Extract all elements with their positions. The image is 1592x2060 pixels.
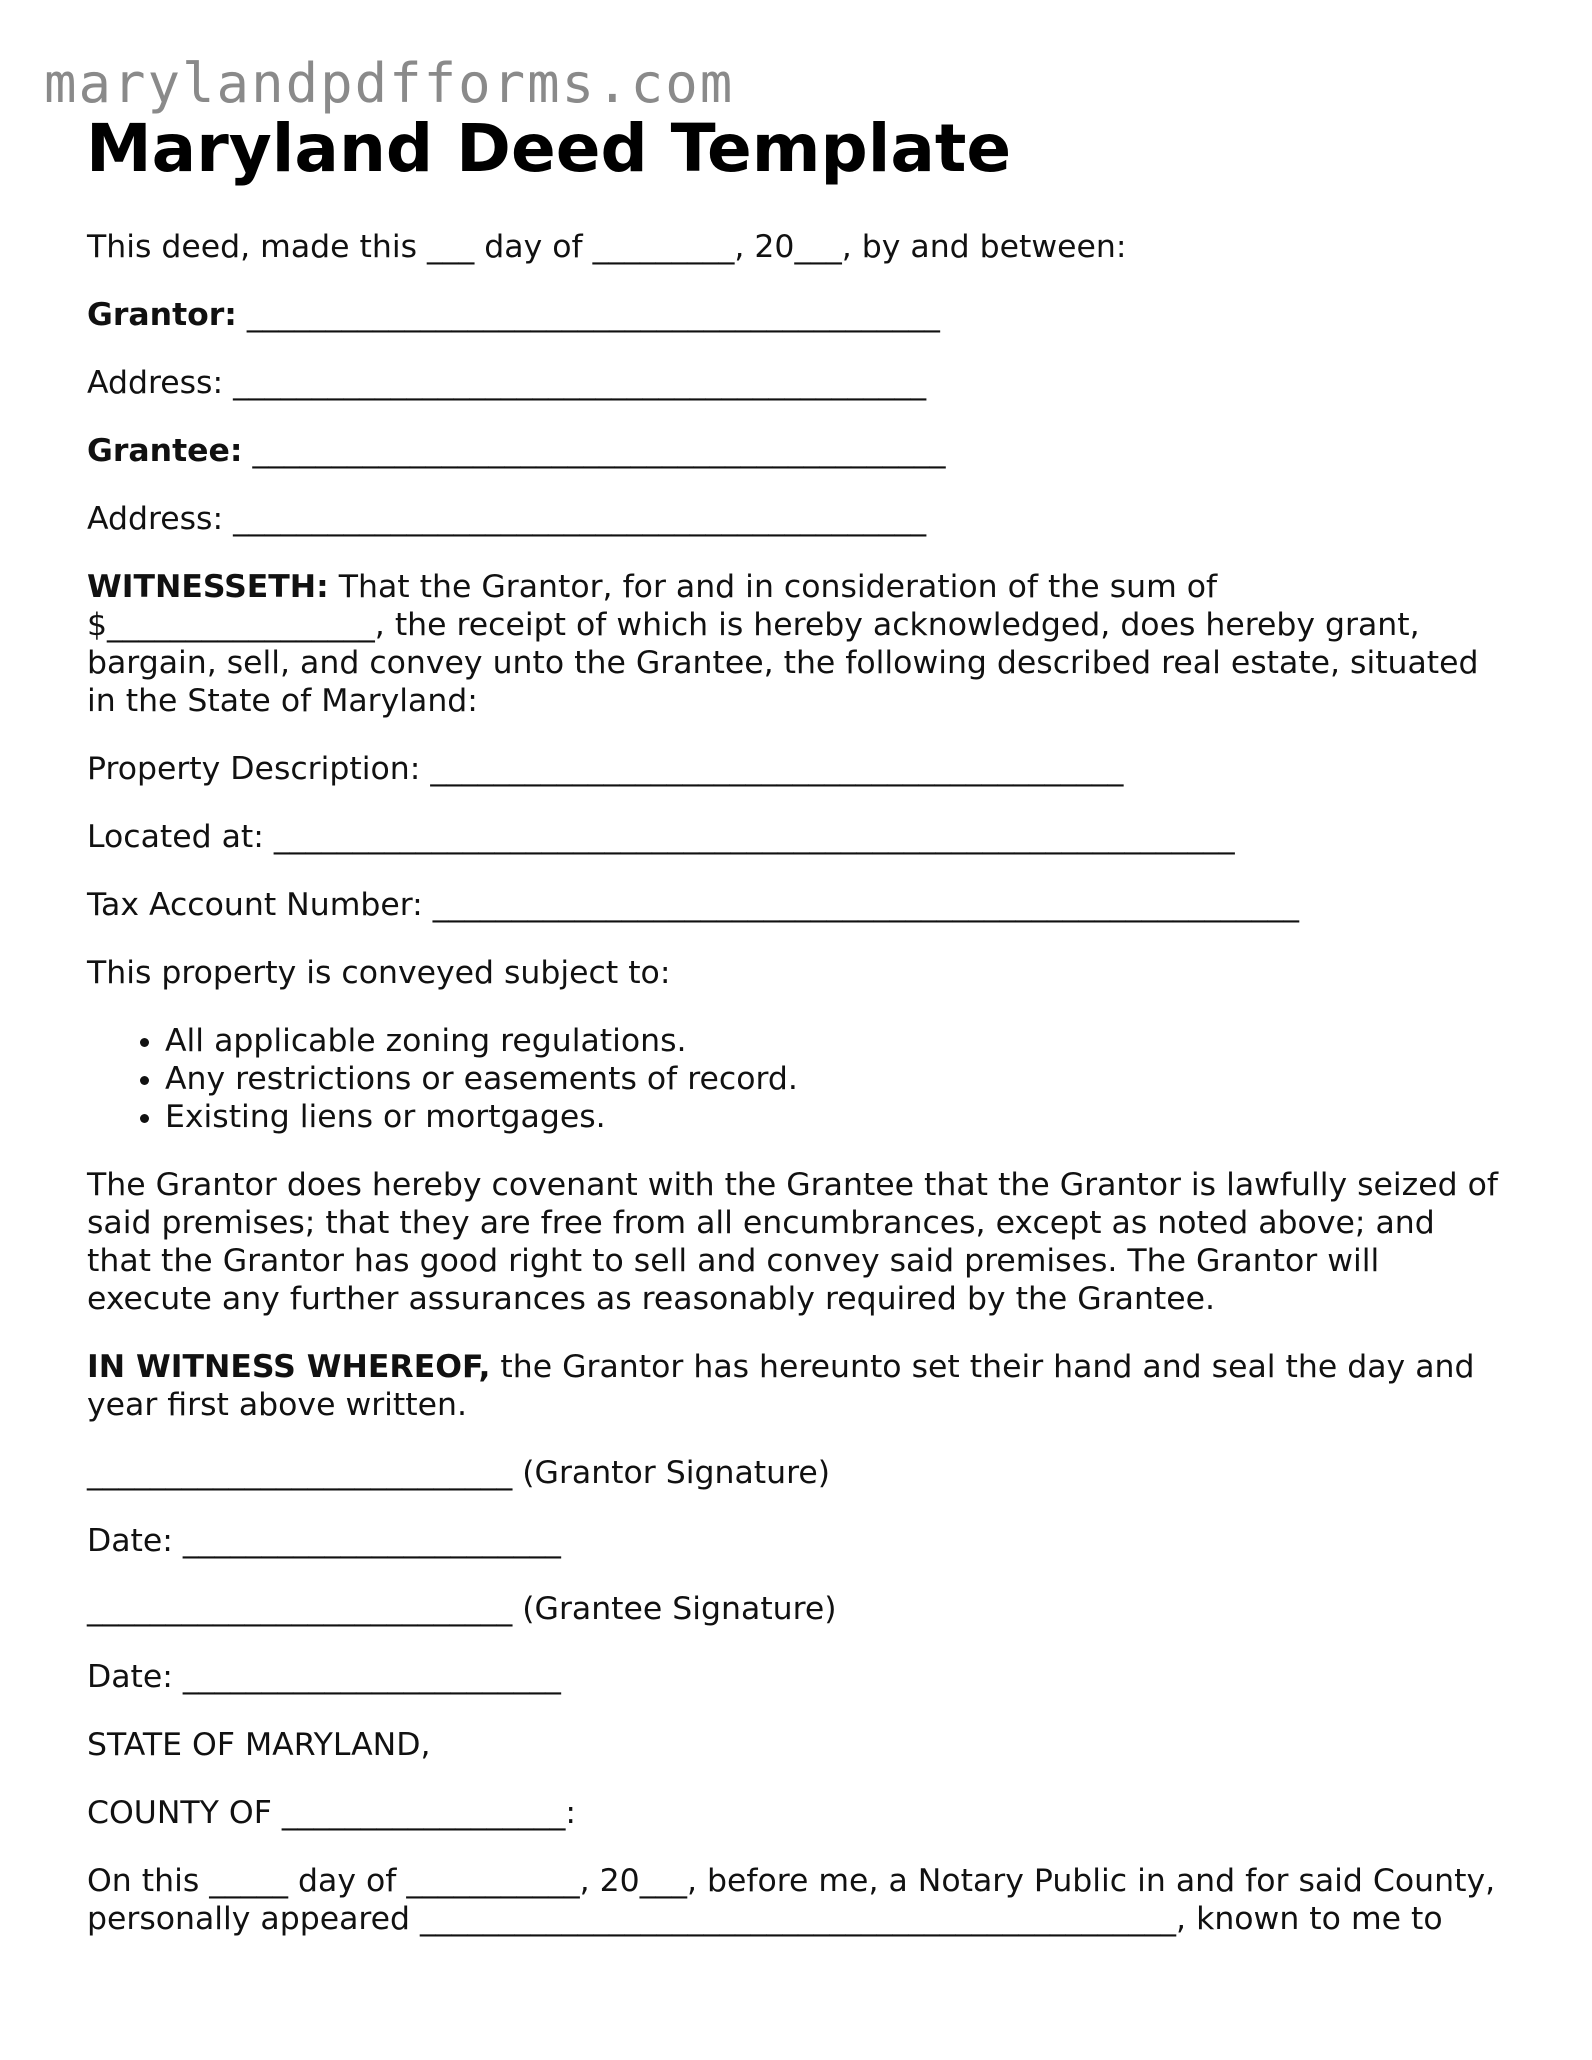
grantor-signature-line: ___________________________ (Grantor Signature) (87, 1455, 831, 1491)
grantor-blank: ____________________________________________ (236, 297, 940, 333)
grantor-label: Grantor: (87, 297, 237, 333)
in-witness-label: IN WITNESS WHEREOF, (87, 1349, 491, 1385)
property-description-field: Property Description: ____________________________________________ (87, 751, 1124, 787)
state-line: STATE OF MARYLAND, (87, 1727, 431, 1763)
grantor-address-field: Address: ____________________________________________ (87, 365, 927, 401)
page-title: Maryland Deed Template (86, 110, 1012, 187)
grantee-date-line: Date: ________________________ (87, 1659, 561, 1695)
grantee-signature-line: ___________________________ (Grantee Signature) (87, 1591, 837, 1627)
intro-line: This deed, made this ___ day of _________, 20___, by and between: (87, 229, 1127, 265)
grantee-label: Grantee: (87, 433, 243, 469)
notary-paragraph: On this _____ day of ___________, 20___, before me, a Notary Public in and for said County, personally appeared ________________________________________________, known to me to (87, 1863, 1496, 1937)
tax-account-field: Tax Account Number: _______________________________________________________ (87, 887, 1300, 923)
in-witness-text: the Grantor has hereunto set their hand and seal the day and year first above written. (87, 1349, 1475, 1423)
list-item: • Existing liens or mortgages. (165, 1098, 1507, 1136)
witnesseth-text: That the Grantor, for and in consideration of the sum of $_________________, the receipt of which is hereby acknowledged, does hereby grant, bargain, sell, and convey unto the Grantee, the following described real estate, situated in the State of Maryland: (87, 569, 1479, 719)
grantor-date-line: Date: ________________________ (87, 1523, 561, 1559)
subject-list (87, 1022, 1507, 1136)
watermark: marylandpdfforms.com (44, 52, 735, 115)
county-line: COUNTY OF __________________: (87, 1795, 576, 1831)
list-item: • All applicable zoning regulations. (165, 1022, 1507, 1060)
grantee-address-field: Address: ____________________________________________ (87, 501, 927, 537)
grantee-blank: ____________________________________________ (242, 433, 946, 469)
grantee-field (87, 432, 1507, 470)
grantor-field (87, 296, 1507, 334)
witnesseth-label: WITNESSETH: (87, 569, 329, 605)
deed-body (87, 228, 1507, 1968)
list-item: • Any restrictions or easements of record. (165, 1060, 1507, 1098)
witnesseth-paragraph (87, 568, 1507, 720)
in-witness-paragraph (87, 1348, 1507, 1424)
subject-intro: This property is conveyed subject to: (87, 955, 671, 991)
covenant-paragraph: The Grantor does hereby covenant with the Grantee that the Grantor is lawfully seized of said premises; that they are free from all encumbrances, except as noted above; and that the Grantor has good right to sell and convey said premises. The Grantor will execute any further assurances as reasonably required by the Grantee. (87, 1167, 1498, 1317)
located-at-field: Located at: _____________________________________________________________ (87, 819, 1235, 855)
